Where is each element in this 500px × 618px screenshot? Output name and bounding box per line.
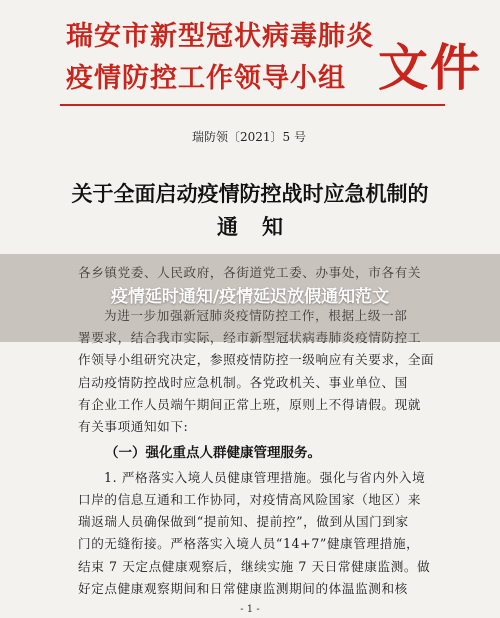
document-label: 文件 <box>378 38 482 97</box>
issuer-line-1: 瑞安市新型冠状病毒肺炎 <box>66 21 374 52</box>
body-line: 门的无缝衔接。严格落实入境人员“14+7”健康管理措施， <box>78 536 420 551</box>
body-line: 署要求，结合我市实际，经市新型冠状病毒肺炎疫情防控工 <box>78 330 422 345</box>
issuer-line-2: 疫情防控工作领导小组 <box>66 63 346 94</box>
body-line: 1. 严格落实入境人员健康管理措施。强化与省内外入境 <box>104 470 426 485</box>
body-line: 为进一步加强新冠肺炎疫情防控工作，根据上级一部 <box>104 308 408 323</box>
red-divider <box>60 104 445 106</box>
body-line: 瑞返瑞人员确保做到“提前知、提前控”，做到从国门到家 <box>78 514 409 529</box>
body-line: 有企业工作人员端午期间正常上班，原则上不得请假。现就 <box>78 397 422 412</box>
notice-title-2: 通知 <box>217 214 307 239</box>
overlay-title[interactable]: 疫情延时通知/疫情延迟放假通知范文 <box>110 287 390 307</box>
document-number: 瑞防领〔2021〕5 号 <box>192 130 306 144</box>
body-line: 好定点健康观察期间和日常健康监测期间的体温监测和核 <box>78 581 408 596</box>
body-line: 各乡镇党委、人民政府，各街道党工委、办事处，市各有关 <box>78 265 422 280</box>
body-line: 口岸的信息互通和工作协同，对疫情高风险国家（地区）来 <box>78 492 422 507</box>
body-line: 启动疫情防控战时应急机制。各党政机关、事业单位、国 <box>78 375 408 390</box>
section-heading: （一）强化重点人群健康管理服务。 <box>105 445 321 461</box>
body-line: 结束 7 天定点健康观察后，继续实施 7 天日常健康监测。做 <box>78 559 431 574</box>
body-line: 有关事项通知如下: <box>78 419 189 434</box>
body-line: 作领导小组研究决定，参照疫情防控一级响应有关要求，全面 <box>78 352 435 367</box>
page-number: - 1 - <box>240 604 260 615</box>
notice-title: 关于全面启动疫情防控战时应急机制的 <box>71 181 429 206</box>
